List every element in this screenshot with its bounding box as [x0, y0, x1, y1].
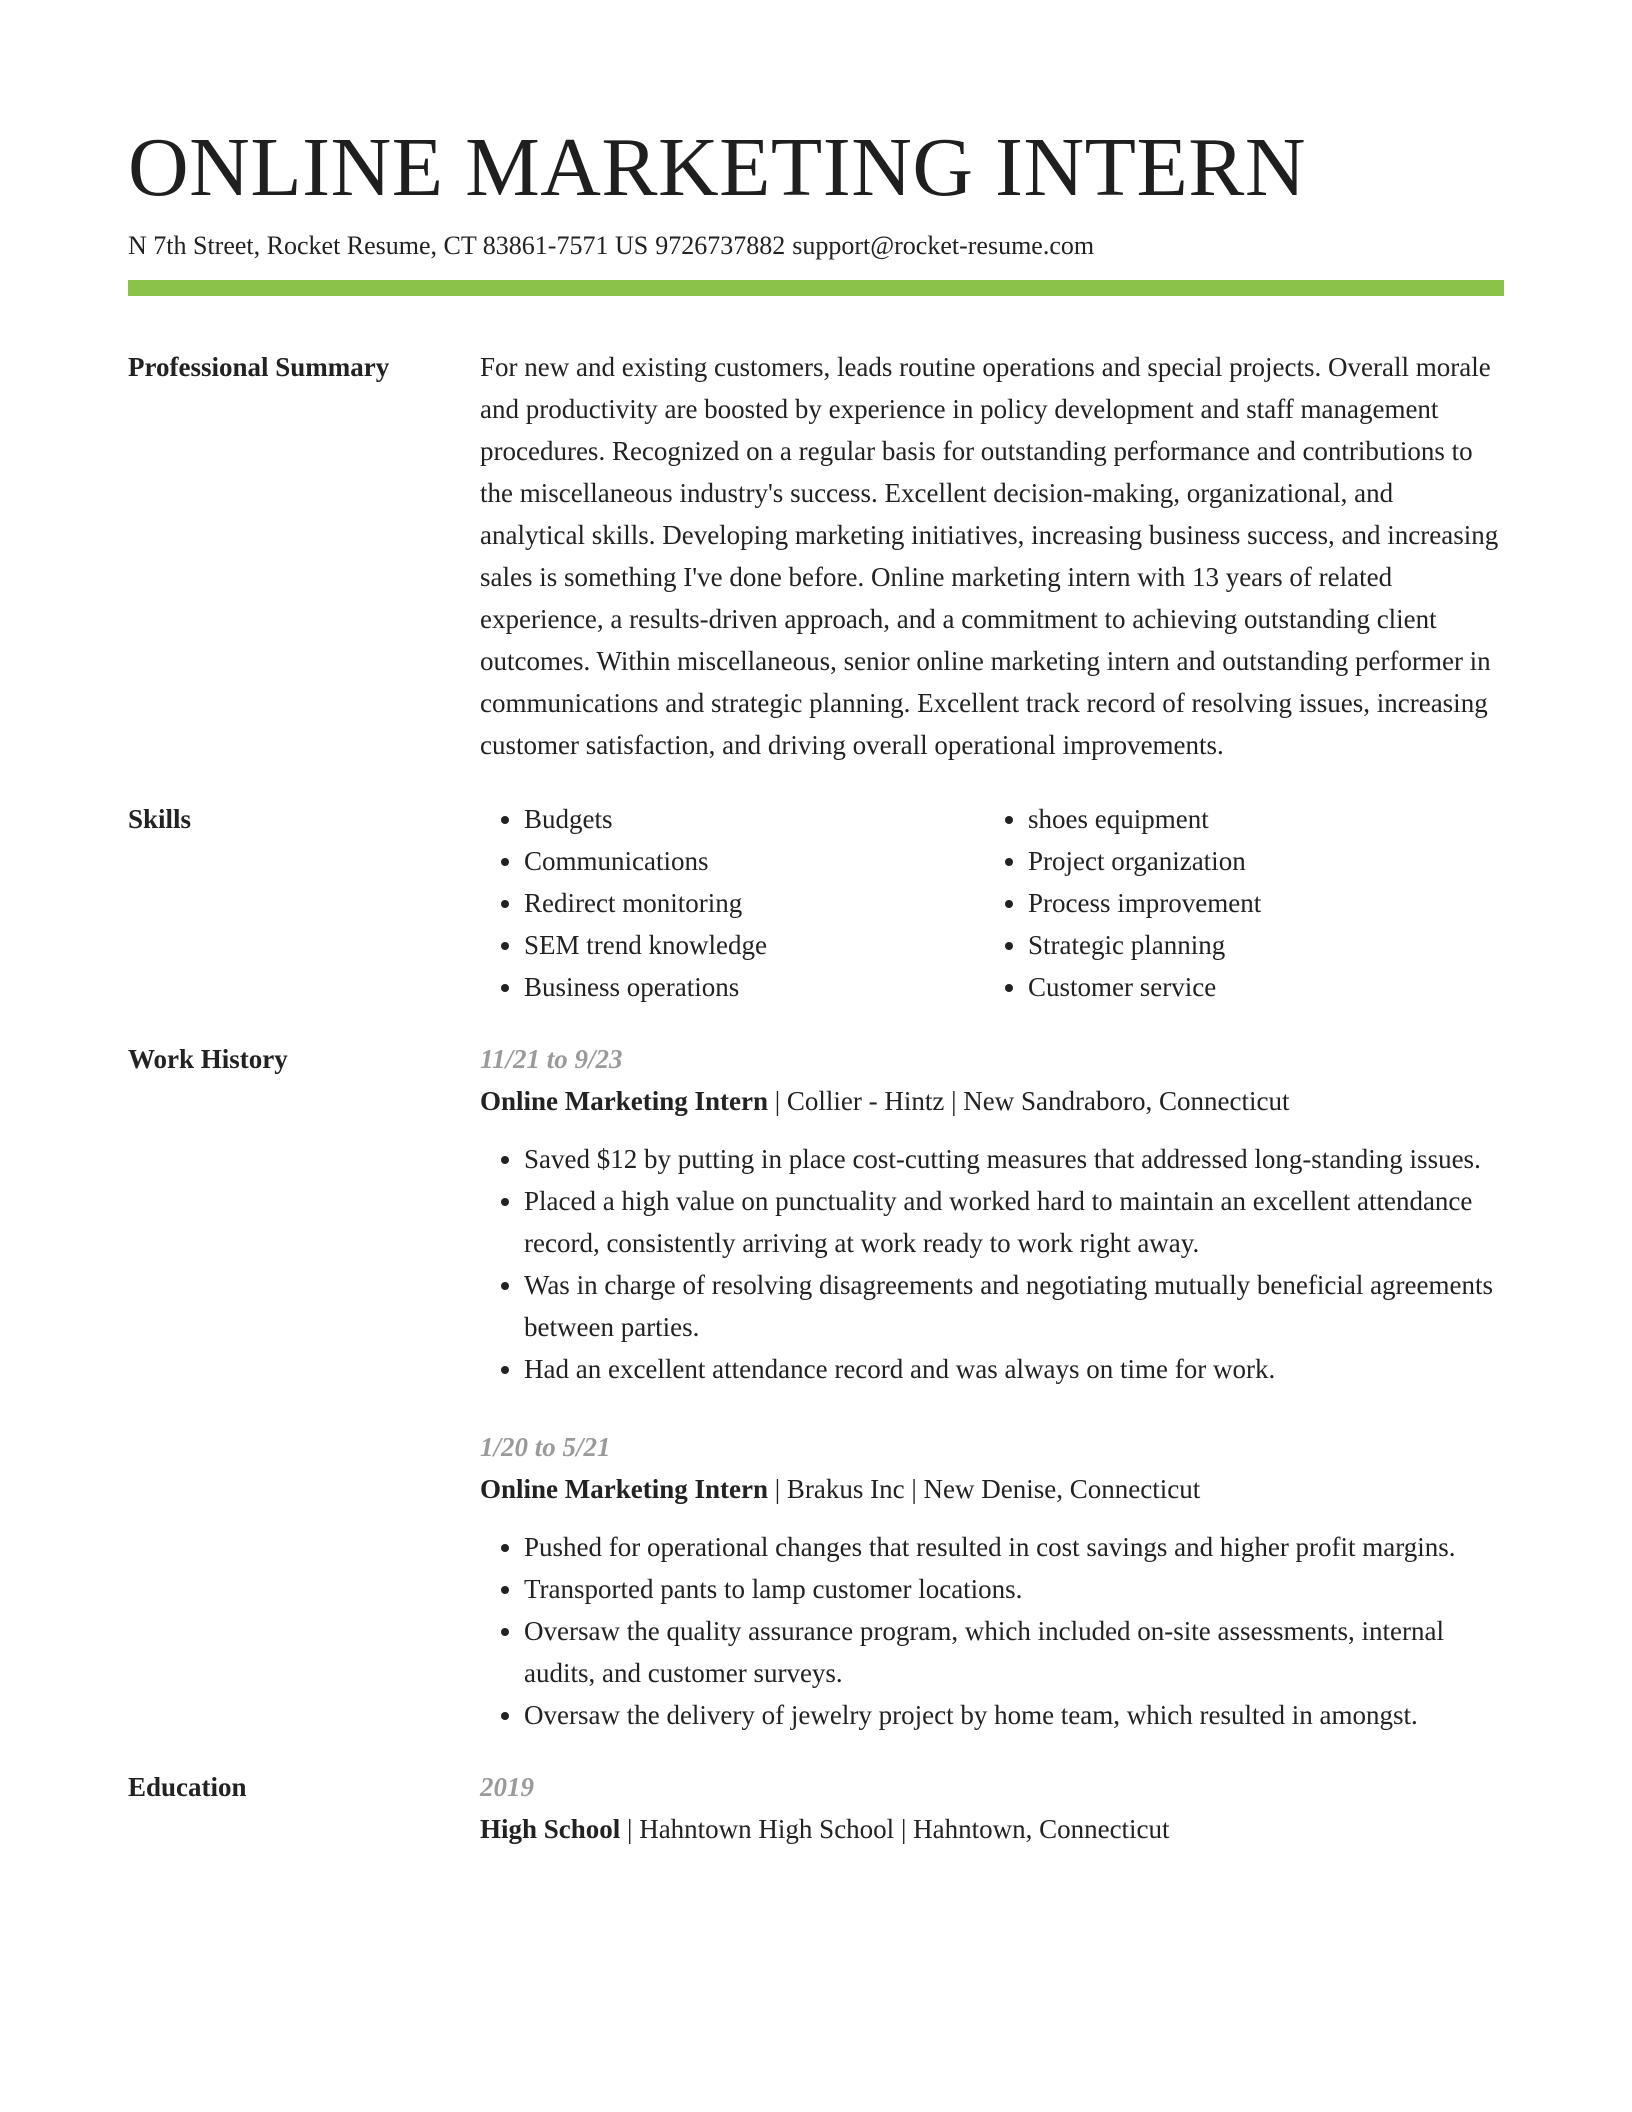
job-dates: 11/21 to 9/23	[480, 1044, 623, 1074]
job-bullet: • Pushed for operational changes that resulted in cost savings and higher profit margins.	[524, 1526, 1504, 1568]
job-company: Brakus Inc	[786, 1474, 905, 1504]
education-year: 2019	[480, 1772, 534, 1802]
separator: |	[774, 1474, 781, 1504]
separator: |	[774, 1086, 781, 1116]
skill-item: • Budgets	[524, 798, 984, 840]
education-heading: Education	[128, 1772, 247, 1802]
education-section	[128, 1766, 1504, 1850]
summary-text: For new and existing customers, leads routine operations and special projects. Overall morale and productivity are boosted by experience in policy development and staff management procedures. Recognized on a regular basis for outstanding performance and contributions to the miscellaneous industry's success. Excellent decision-making, organizational, and analytical skills. Developing marketing initiatives, increasing business success, and increasing sales is something I've done before. Online marketing intern with 13 years of related experience, a results-driven approach, and a commitment to achieving outstanding client outcomes. Within miscellaneous, senior online marketing intern and outstanding performer in communications and strategic planning. Excellent track record of resolving issues, increasing customer satisfaction, and driving overall operational improvements.	[480, 352, 1499, 760]
skills-heading: Skills	[128, 804, 192, 834]
contact-line	[128, 228, 1504, 264]
skill-item: • shoes equipment	[1028, 798, 1488, 840]
job-bullet: • Placed a high value on punctuality and worked hard to maintain an excellent attendance record, consistently arriving at work ready to work right away.	[524, 1180, 1504, 1264]
contact-phone: 9726737882	[655, 231, 786, 260]
job-entry	[480, 1038, 1504, 1390]
education-degree: High School	[480, 1814, 621, 1844]
job-bullet: • Saved $12 by putting in place cost-cutting measures that addressed long-standing issues.	[524, 1138, 1504, 1180]
resume-page	[128, 118, 1504, 1850]
job-bullets	[480, 1526, 1504, 1736]
separator: |	[951, 1086, 957, 1116]
skills-column-right	[984, 798, 1488, 1008]
skill-item: • Redirect monitoring	[524, 882, 984, 924]
separator: |	[627, 1814, 633, 1844]
job-bullet: • Had an excellent attendance record and was always on time for work.	[524, 1348, 1504, 1390]
job-dates: 1/20 to 5/21	[480, 1432, 611, 1462]
work-history-list	[480, 1038, 1504, 1736]
skills-column-left	[480, 798, 984, 1008]
skill-item: • Project organization	[1028, 840, 1488, 882]
skill-item: • SEM trend knowledge	[524, 924, 984, 966]
job-title: Online Marketing Intern	[480, 1086, 768, 1116]
education-school: Hahntown High School	[639, 1814, 895, 1844]
skill-item: • Communications	[524, 840, 984, 882]
skill-item: • Business operations	[524, 966, 984, 1008]
job-role-line	[480, 1468, 1504, 1510]
skill-item: • Process improvement	[1028, 882, 1488, 924]
education-entry	[480, 1766, 1504, 1850]
skills-section	[128, 798, 1504, 1008]
job-bullet: • Was in charge of resolving disagreements and negotiating mutually beneficial agreements between parties.	[524, 1264, 1504, 1348]
job-title: Online Marketing Intern	[480, 1474, 768, 1504]
contact-email: support@rocket-resume.com	[792, 231, 1095, 260]
job-bullet: • Transported pants to lamp customer locations.	[524, 1568, 1504, 1610]
job-role-line	[480, 1080, 1504, 1122]
skills-list	[480, 798, 1504, 1008]
job-bullet: • Oversaw the quality assurance program, which included on-site assessments, internal audits, and customer surveys.	[524, 1610, 1504, 1694]
separator: |	[911, 1474, 917, 1504]
work-history-heading: Work History	[128, 1044, 288, 1074]
contact-address: N 7th Street, Rocket Resume, CT 83861-7571 US	[128, 231, 649, 260]
job-entry	[480, 1426, 1504, 1736]
job-location: New Sandraboro, Connecticut	[963, 1086, 1290, 1116]
work-history-section	[128, 1038, 1504, 1736]
summary-heading: Professional Summary	[128, 352, 390, 382]
summary-section	[128, 346, 1504, 766]
resume-name: ONLINE MARKETING INTERN	[128, 121, 1306, 214]
skill-item: • Strategic planning	[1028, 924, 1488, 966]
education-location: Hahntown, Connecticut	[913, 1814, 1170, 1844]
header-divider	[128, 280, 1504, 296]
job-location: New Denise, Connecticut	[923, 1474, 1201, 1504]
separator: |	[900, 1814, 907, 1844]
education-line	[480, 1808, 1504, 1850]
job-bullet: • Oversaw the delivery of jewelry project by home team, which resulted in amongst.	[524, 1694, 1504, 1736]
skill-item: • Customer service	[1028, 966, 1488, 1008]
job-bullets	[480, 1138, 1504, 1390]
job-company: Collier - Hintz	[786, 1086, 945, 1116]
